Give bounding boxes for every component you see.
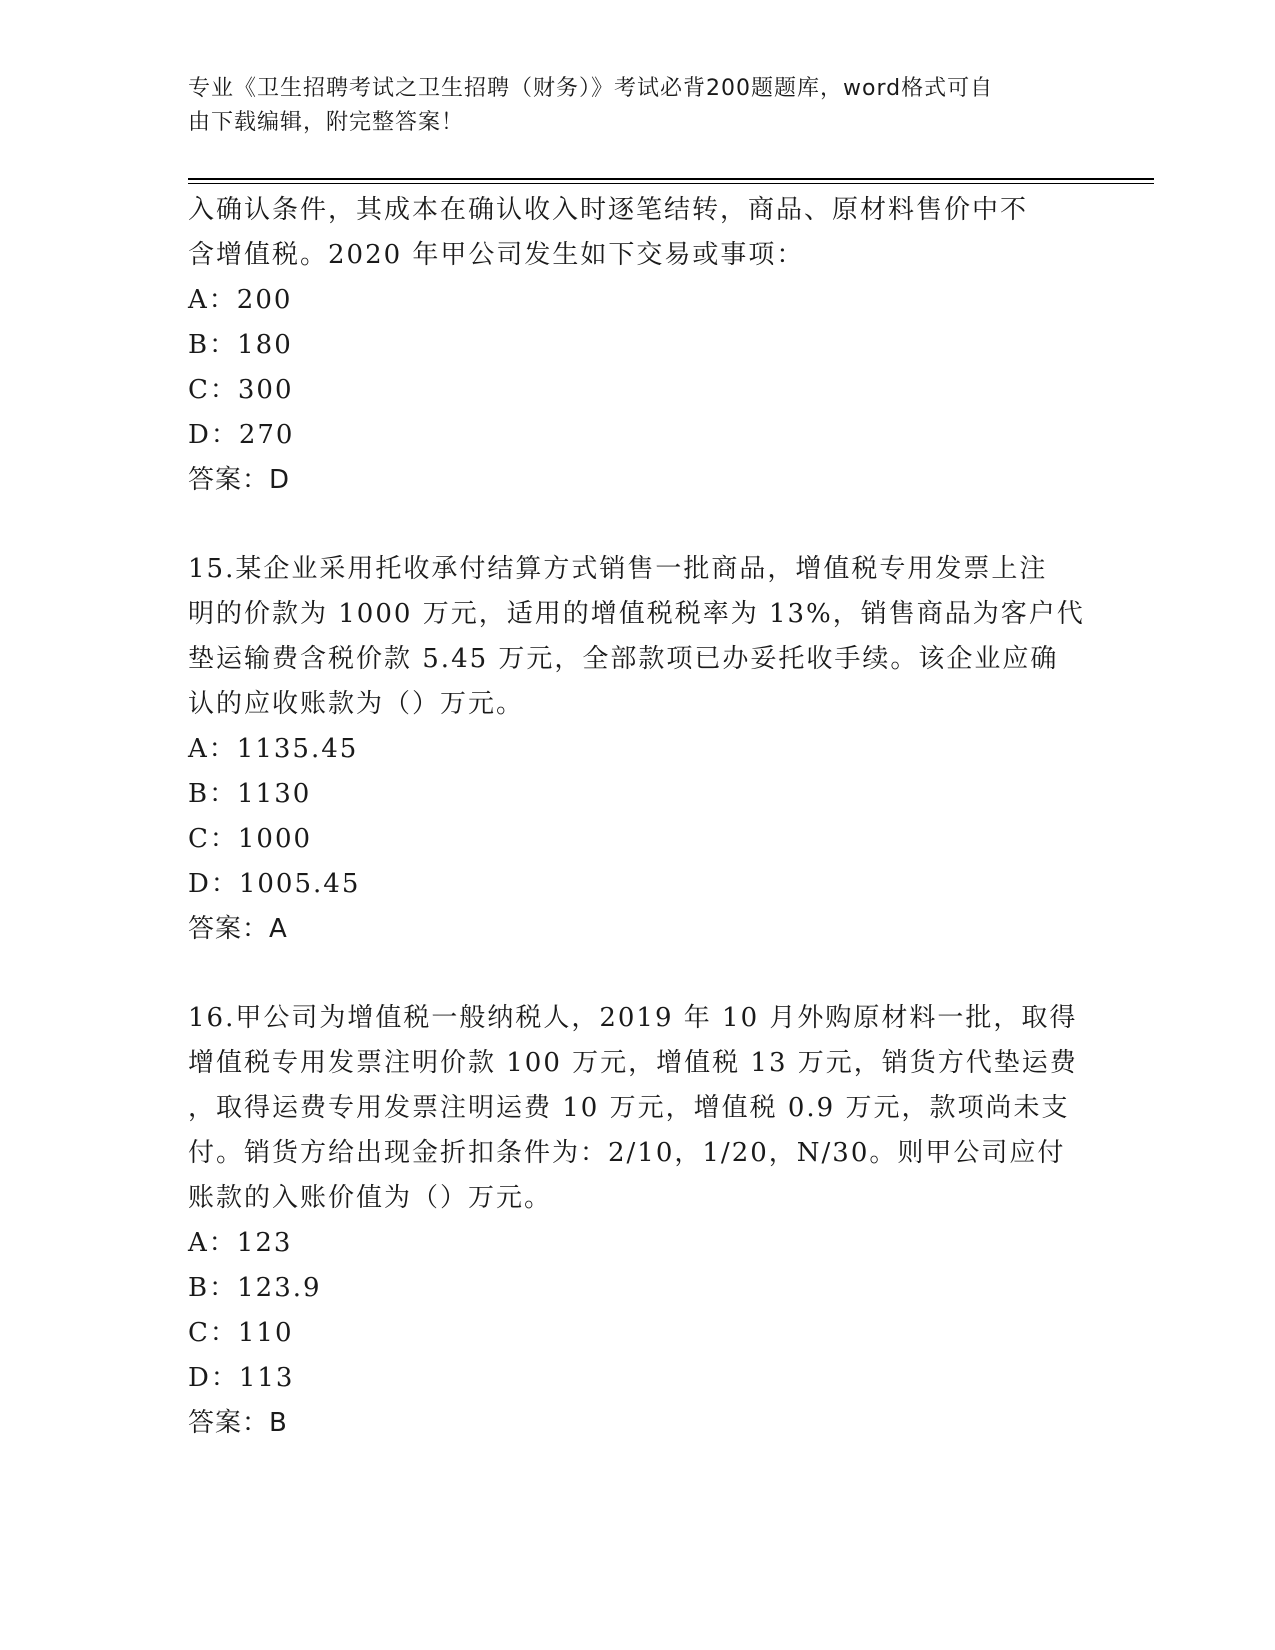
option-a: A：123 xyxy=(188,1228,293,1258)
option-b: B：180 xyxy=(188,330,293,360)
answer: 答案：A xyxy=(188,914,288,944)
stem-line: 含增值税。2020 年甲公司发生如下交易或事项： xyxy=(188,240,805,270)
stem-line: 认的应收账款为（）万元。 xyxy=(188,689,525,719)
stem-line: 15.某企业采用托收承付结算方式销售一批商品，增值税专用发票上注 xyxy=(188,554,1048,584)
document-body xyxy=(188,188,1085,1446)
stem-line: ，取得运费专用发票注明运费 10 万元，增值税 0.9 万元，款项尚未支 xyxy=(188,1093,1070,1123)
option-d: D：113 xyxy=(188,1363,295,1393)
header-divider-thin xyxy=(188,183,1154,184)
question-stem xyxy=(188,188,1078,278)
option-c: C：300 xyxy=(188,375,294,405)
stem-line: 明的价款为 1000 万元，适用的增值税税率为 13%，销售商品为客户代 xyxy=(188,599,1085,629)
option-a: A：200 xyxy=(188,285,293,315)
stem-line: 增值税专用发票注明价款 100 万元，增值税 13 万元，销货方代垫运费 xyxy=(188,1048,1078,1078)
stem-line: 账款的入账价值为（）万元。 xyxy=(188,1183,553,1213)
answer: 答案：B xyxy=(188,1408,288,1438)
question-14 xyxy=(188,188,1078,503)
stem-line: 付。销货方给出现金折扣条件为：2/10，1/20，N/30。则甲公司应付 xyxy=(188,1138,1066,1168)
question-stem xyxy=(188,547,1085,727)
stem-line: 入确认条件，其成本在确认收入时逐笔结转，商品、原材料售价中不 xyxy=(188,195,1029,225)
header-line-1: 专业《卫生招聘考试之卫生招聘（财务）》考试必背200题题库，word格式可自 xyxy=(188,76,994,101)
answer: 答案：D xyxy=(188,465,291,495)
header-line-2: 由下载编辑，附完整答案！ xyxy=(188,110,465,135)
question-16 xyxy=(188,996,1078,1446)
stem-line: 16.甲公司为增值税一般纳税人，2019 年 10 月外购原材料一批，取得 xyxy=(188,1003,1078,1033)
option-b: B：123.9 xyxy=(188,1273,322,1303)
option-d: D：270 xyxy=(188,420,295,450)
option-d: D：1005.45 xyxy=(188,869,361,899)
option-b: B：1130 xyxy=(188,779,312,809)
option-c: C：1000 xyxy=(188,824,313,854)
header-divider-thick xyxy=(188,178,1154,180)
question-15 xyxy=(188,547,1085,952)
option-a: A：1135.45 xyxy=(188,734,359,764)
document-header xyxy=(188,72,1068,140)
option-c: C：110 xyxy=(188,1318,294,1348)
question-stem xyxy=(188,996,1078,1221)
stem-line: 垫运输费含税价款 5.45 万元，全部款项已办妥托收手续。该企业应确 xyxy=(188,644,1059,674)
